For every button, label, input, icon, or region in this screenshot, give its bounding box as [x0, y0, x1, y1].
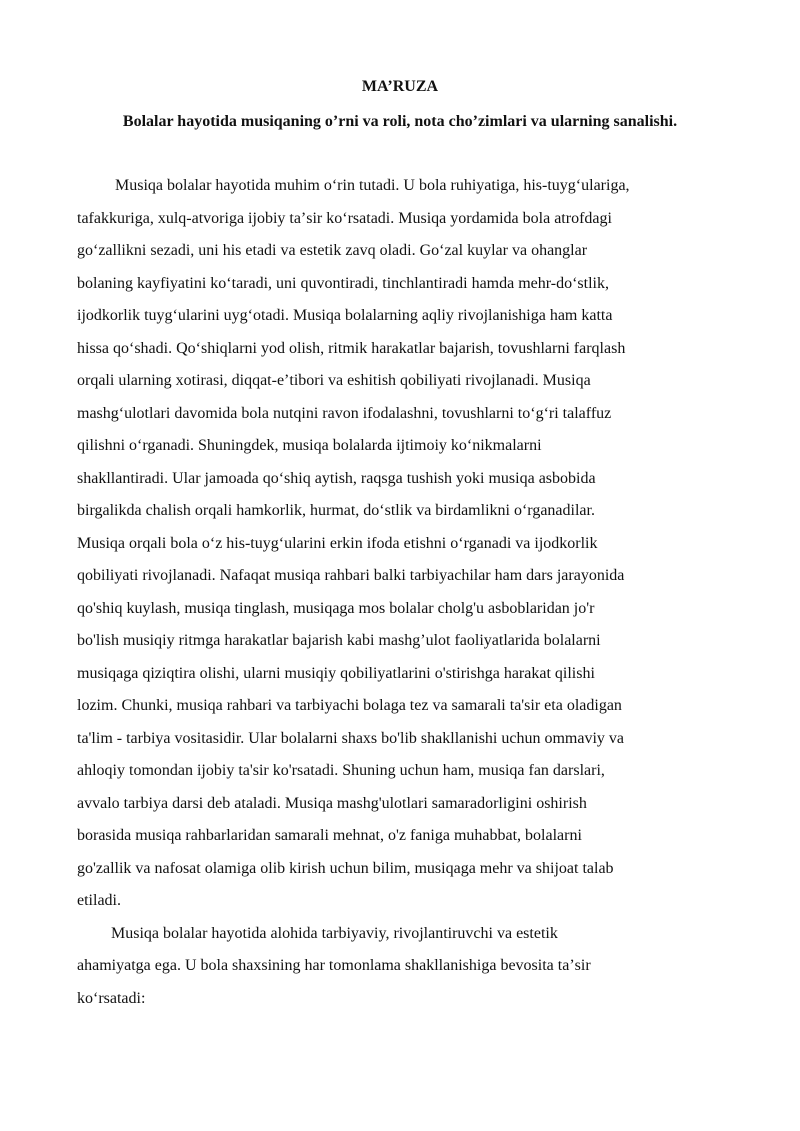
text-line: bo'lish musiqiy ritmga harakatlar bajarish kabi mashg’ulot faoliyatlarida bolalarni [77, 632, 601, 649]
text-line: bolaning kayfiyatini koʻtaradi, uni quvontiradi, tinchlantiradi hamda mehr-doʻstlik, [77, 274, 609, 292]
lecture-subtitle: Bolalar hayotida musiqaning o’rni va roli, nota cho’zimlari va ularning sanalishi. [122, 113, 678, 130]
lecture-body [77, 170, 725, 1015]
text-line: qo'shiq kuylash, musiqa tinglash, musiqaga mos bolalar cholg'u asboblaridan jo'r [77, 599, 595, 617]
lecture-title: MA’RUZA [361, 78, 439, 95]
text-line: goʻzallikni sezadi, uni his etadi va estetik zavq oladi. Goʻzal kuylar va ohanglar [77, 242, 588, 259]
text-line: orqali ularning xotirasi, diqqat-eʼtibori va eshitish qobiliyati rivojlanadi. Musiqa [77, 372, 591, 389]
text-line: go'zallik va nafosat olamiga olib kirish uchun bilim, musiqaga mehr va shijoat talab [77, 859, 614, 877]
text-line: borasida musiqa rahbarlaridan samarali mehnat, o'z faniga muhabbat, bolalarni [77, 827, 582, 844]
text-line: birgalikda chalish orqali hamkorlik, hurmat, doʻstlik va birdamlikni oʻrganadilar. [77, 502, 595, 519]
text-line: ahloqiy tomondan ijobiy ta'sir ko'rsatadi. Shuning uchun ham, musiqa fan darslari, [77, 762, 605, 779]
text-line: ta'lim - tarbiya vositasidir. Ular bolalarni shaxs bo'lib shakllanishi uchun ommaviy va [77, 729, 624, 747]
text-line: avvalo tarbiya darsi deb ataladi. Musiqa mashg'ulotlari samaradorligini oshirish [77, 794, 587, 812]
text-line: koʻrsatadi: [77, 989, 146, 1007]
text-line: qilishni oʻrganadi. Shuningdek, musiqa bolalarda ijtimoiy koʻnikmalarni [77, 437, 542, 454]
text-line: Musiqa bolalar hayotida alohida tarbiyaviy, rivojlantiruvchi va estetik [111, 924, 558, 942]
text-line: ahamiyatga ega. U bola shaxsining har tomonlama shakllanishiga bevosita taʼsir [77, 957, 591, 974]
paragraph [77, 170, 725, 918]
text-line: mashgʻulotlari davomida bola nutqini ravon ifodalashni, tovushlarni toʻgʻri talaffuz [77, 404, 612, 422]
text-line: musiqaga qiziqtira olishi, ularni musiqiy qobiliyatlarini o'stirishga harakat qilishi [77, 664, 595, 682]
text-line: Musiqa bolalar hayotida muhim oʻrin tutadi. U bola ruhiyatiga, his-tuygʻulariga, [115, 177, 630, 194]
text-line: shakllantiradi. Ular jamoada qoʻshiq aytish, raqsga tushish yoki musiqa asbobida [77, 469, 596, 487]
text-line: lozim. Chunki, musiqa rahbari va tarbiyachi bolaga tez va samarali ta'sir eta oladigan [77, 697, 622, 714]
text-line: etiladi. [77, 892, 121, 909]
text-line: ijodkorlik tuygʻularini uygʻotadi. Musiqa bolalarning aqliy rivojlanishiga ham katta [77, 307, 613, 324]
text-line: tafakkuriga, xulq-atvoriga ijobiy taʼsir koʻrsatadi. Musiqa yordamida bola atrofdagi [77, 209, 612, 227]
text-line: Musiqa orqali bola oʻz his-tuygʻularini erkin ifoda etishni oʻrganadi va ijodkorlik [77, 534, 598, 552]
paragraph [77, 918, 725, 1016]
text-line: hissa qoʻshadi. Qoʻshiqlarni yod olish, ritmik harakatlar bajarish, tovushlarni farqlash [77, 339, 626, 357]
text-line: qobiliyati rivojlanadi. Nafaqat musiqa rahbari balki tarbiyachilar ham dars jarayonida [77, 567, 625, 584]
